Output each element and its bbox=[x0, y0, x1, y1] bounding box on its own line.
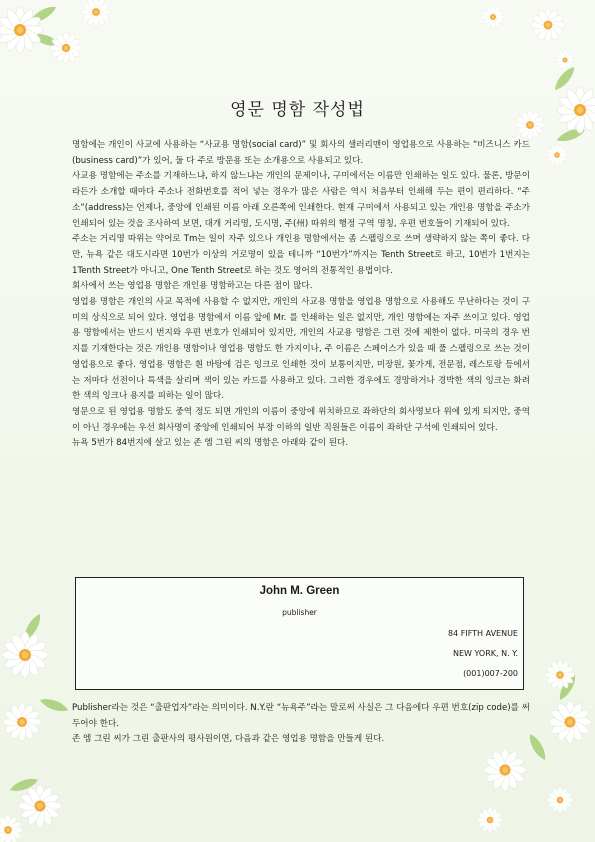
paragraph: 존 엠 그린 씨가 그린 출판사의 평사원이면, 다음과 같은 영업용 명함을 만들게 된다. bbox=[72, 734, 385, 745]
paragraph: 사교용 명함에는 주소를 기재하느냐, 하지 않느냐는 개인의 문제이나, 구미에서는 이름만 인쇄하는 일도 있다. 물론, 방문이라든가 소개할 때마다 주소나 전화번호를 적어 넣는 경우가 많은 사람은 역시 처음부터 인쇄해 두는 편이 편리하다. “주소”(address)는 언제나, 중앙에 인쇄된 이름 아래 오른쪽에 인쇄한다. 현재 구미에서 사용되고 있는 개인용 명함을 주소가 인쇄되어 있는 것을 조사하여 보면, 대개 거리명, 도시명, 주(州) 따위의 행정 구역 명칭, 우편 번호들이 기재되어 있다. bbox=[72, 171, 530, 229]
paragraph: 명함에는 개인이 사교에 사용하는 “사교용 명함(social card)” 및 회사의 샐러리맨이 영업용으로 사용하는 “비즈니스 카드(business card)”가 있어, 둘 다 주로 방문용 또는 소개용으로 사용되고 있다. bbox=[72, 140, 530, 166]
paragraph: 주소는 거리명 따위는 약어로 Tm는 일이 자주 있으나 개인용 명함에서는 좀 스펠링으로 쓰며 생략하지 않는 쪽이 좋다. 다만, 뉴욕 같은 대도시라면 10번가 이상의 거로명이 있을 테니까 “10번가”까지는 Tenth Street로 하고, 10번가 1번지는 1Tenth Street가 아니고, One Tenth Street로 하는 것도 영어의 전통적인 용법이다. bbox=[72, 234, 530, 276]
body-text bbox=[72, 138, 530, 452]
card-phone: (001)007-200 bbox=[463, 669, 518, 678]
paragraph: Publisher라는 것은 “출판업자”라는 의미이다. N.Y.란 “뉴욕주”라는 말로써 사실은 그 다음에다 우편 번호(zip code)를 써 두어야 한다. bbox=[72, 703, 530, 729]
paragraph: 뉴욕 5번가 84번지에 살고 있는 존 엠 그린 씨의 명함은 아래와 같이 된다. bbox=[72, 438, 349, 449]
card-address-line2: NEW YORK, N. Y. bbox=[452, 649, 518, 658]
card-role: publisher bbox=[282, 608, 317, 617]
after-card-text bbox=[72, 701, 530, 748]
business-card-example bbox=[75, 577, 524, 690]
paragraph: 회사에서 쓰는 영업용 명함은 개인용 명함하고는 다른 점이 많다. bbox=[72, 281, 313, 292]
card-address-line1: 84 FIFTH AVENUE bbox=[448, 629, 518, 638]
paragraph: 영업용 명함은 개인의 사교 목적에 사용할 수 없지만, 개인의 사교용 명함을 영업용 명함으로 사용해도 무난하다는 것이 구미의 상식으로 되어 있다. 영업용 명함에서 이름 앞에 Mr. 를 인쇄하는 일은 없지만, 개인 명함에는 자주 쓰이고 있다. 영업용 명함에서는 반드시 번지와 우편 번호가 인쇄되어 있지만, 개인의 사교용 명함은 그런 것에 제한이 없다. 미국의 경우 번지를 기재한다는 것은 개인용 명함이나 영업용 명함도 한 가지이나, 주 이름은 스페이스가 있을 때 풀 스펠링으로 쓰는 것이 영업용으로 좋다. 영업용 명함은 흰 바탕에 검은 잉크로 인쇄한 것이 보통이지만, 미장원, 꽃가게, 전문점, 레스토랑 등에서는 저마다 선전이나 특색을 살리며 색이 있는 카드를 사용하고 있다. 그러한 경우에도 경망하거나 경박한 색의 잉크는 화려한 색의 잉크나 용지를 피하는 일이 많다. bbox=[72, 297, 530, 402]
card-name: John M. Green bbox=[259, 585, 340, 597]
paragraph: 영문으로 된 영업용 명함도 중역 정도 되면 개인의 이름이 중앙에 위치하므로 좌하단의 회사명보다 위에 있게 되지만, 중역이 아닌 경우에는 우선 회사명이 중앙에 인쇄되어 부장 이하의 일반 직원들은 이름이 좌하단 구석에 인쇄되어 있다. bbox=[72, 406, 530, 433]
page-title: 영문 명함 작성법 bbox=[230, 100, 365, 120]
